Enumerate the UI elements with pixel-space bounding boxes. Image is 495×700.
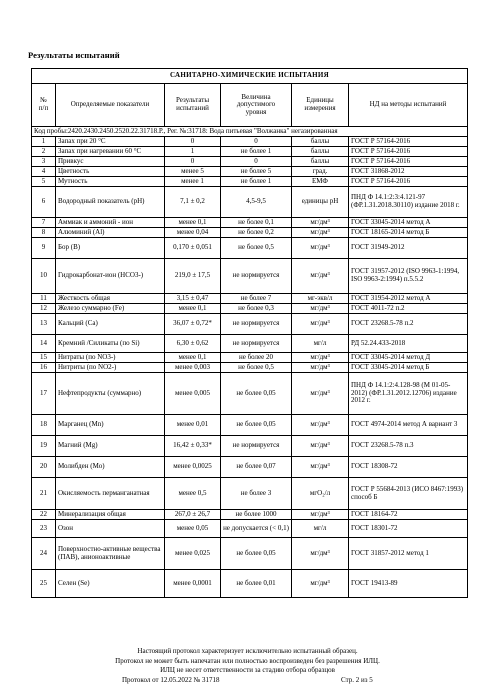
result-cell: 267,0 ± 26,7 bbox=[165, 510, 221, 520]
unit-cell: мг/дм³ bbox=[292, 314, 349, 335]
norm-cell: не нормируется bbox=[221, 314, 292, 335]
row-number-cell: 9 bbox=[32, 238, 56, 259]
norm-cell: не более 0,01 bbox=[221, 570, 292, 598]
table-row bbox=[32, 167, 468, 177]
norm-cell: не более 0,3 bbox=[221, 304, 292, 314]
table-row bbox=[32, 147, 468, 157]
result-cell: 1 bbox=[165, 147, 221, 157]
table-row bbox=[32, 510, 468, 520]
norm-cell: не более 3 bbox=[221, 478, 292, 510]
indicator-cell: Окисляемость перманганатная bbox=[56, 478, 165, 510]
unit-cell: ЕМФ bbox=[292, 177, 349, 187]
indicator-cell: Марганец (Mn) bbox=[56, 415, 165, 436]
indicator-cell: Запах при нагревании 60 °С bbox=[56, 147, 165, 157]
unit-cell: мг/дм³ bbox=[292, 570, 349, 598]
indicator-cell: Минерализация общая bbox=[56, 510, 165, 520]
result-cell: менее 1 bbox=[165, 177, 221, 187]
indicator-cell: Водородный показатель (pH) bbox=[56, 187, 165, 218]
table-row bbox=[32, 137, 468, 147]
results-table bbox=[31, 68, 468, 598]
column-header-norm: Величина допустимого уровня bbox=[221, 84, 292, 127]
norm-cell: 0 bbox=[221, 137, 292, 147]
unit-cell: баллы bbox=[292, 147, 349, 157]
indicator-cell: Запах при 20 °С bbox=[56, 137, 165, 147]
unit-cell: град. bbox=[292, 167, 349, 177]
method-cell: ГОСТ Р 57164-2016 bbox=[349, 137, 468, 147]
unit-cell: единицы pH bbox=[292, 187, 349, 218]
table-row bbox=[32, 294, 468, 304]
table-row bbox=[32, 218, 468, 228]
method-cell: ПНД Ф 14.1:2:4.128-98 (М 01-05-2012) (ФР.1.31.2012.12706) издание 2012 г. bbox=[349, 373, 468, 415]
indicator-cell: Кальций (Ca) bbox=[56, 314, 165, 335]
column-header-method: НД на методы испытаний bbox=[349, 84, 468, 127]
method-cell: ГОСТ 18165-2014 метод Б bbox=[349, 228, 468, 238]
result-cell: 0,170 ± 0,051 bbox=[165, 238, 221, 259]
row-number-cell: 18 bbox=[32, 415, 56, 436]
row-number-cell: 19 bbox=[32, 436, 56, 457]
column-header-result: Результаты испытаний bbox=[165, 84, 221, 127]
row-number-cell: 12 bbox=[32, 304, 56, 314]
method-cell: ГОСТ 18308-72 bbox=[349, 457, 468, 478]
result-cell: 0 bbox=[165, 157, 221, 167]
table-banner: САНИТАРНО-ХИМИЧЕСКИЕ ИСПЫТАНИЯ bbox=[32, 69, 468, 84]
unit-cell: мг/дм³ bbox=[292, 259, 349, 294]
row-number-cell: 10 bbox=[32, 259, 56, 294]
unit-cell: мг/дм³ bbox=[292, 353, 349, 363]
row-number-cell: 24 bbox=[32, 538, 56, 570]
table-row bbox=[32, 157, 468, 167]
footer-line-2: Протокол не может быть напечатан или полностью воспроизведен без разрешения ИЛЦ. bbox=[115, 656, 380, 665]
unit-cell: баллы bbox=[292, 157, 349, 167]
indicator-cell: Нитраты (по NO3-) bbox=[56, 353, 165, 363]
table-row bbox=[32, 373, 468, 415]
norm-cell: не более 0,5 bbox=[221, 363, 292, 373]
norm-cell: не более 0,05 bbox=[221, 373, 292, 415]
table-row bbox=[32, 238, 468, 259]
row-number-cell: 21 bbox=[32, 478, 56, 510]
column-header-number: № п/п bbox=[32, 84, 56, 127]
table-row bbox=[32, 520, 468, 538]
indicator-cell: Железо суммарно (Fe) bbox=[56, 304, 165, 314]
result-cell: менее 0,05 bbox=[165, 520, 221, 538]
table-row bbox=[32, 228, 468, 238]
table-row bbox=[32, 177, 468, 187]
table-row bbox=[32, 259, 468, 294]
norm-cell: не более 7 bbox=[221, 294, 292, 304]
table-header-row bbox=[32, 84, 468, 127]
unit-cell: мг/дм³ bbox=[292, 538, 349, 570]
row-number-cell: 2 bbox=[32, 147, 56, 157]
indicator-cell: Гидрокарбонат-ион (HCO3-) bbox=[56, 259, 165, 294]
method-cell: РД 52.24.433-2018 bbox=[349, 335, 468, 353]
result-cell: менее 0,1 bbox=[165, 218, 221, 228]
indicator-cell: Привкус bbox=[56, 157, 165, 167]
sample-code-row bbox=[32, 127, 468, 137]
indicator-cell: Магний (Mg) bbox=[56, 436, 165, 457]
result-cell: 36,07 ± 0,72* bbox=[165, 314, 221, 335]
unit-cell: мг/дм³ bbox=[292, 238, 349, 259]
method-cell: ГОСТ Р 57164-2016 bbox=[349, 147, 468, 157]
method-cell: ГОСТ 31868-2012 bbox=[349, 167, 468, 177]
method-cell: ГОСТ 18301-72 bbox=[349, 520, 468, 538]
unit-cell: мг/дм³ bbox=[292, 510, 349, 520]
result-cell: 7,1 ± 0,2 bbox=[165, 187, 221, 218]
result-cell: 3,15 ± 0,47 bbox=[165, 294, 221, 304]
unit-cell: мг/дм³ bbox=[292, 436, 349, 457]
row-number-cell: 20 bbox=[32, 457, 56, 478]
sample-code: Код пробы:2420.2430.2450.2520.22.31718.Р., Рег. №:31718: Вода питьевая "Волжанка" негазированная bbox=[32, 127, 468, 137]
unit-cell: мг/дм³ bbox=[292, 363, 349, 373]
table-row bbox=[32, 335, 468, 353]
row-number-cell: 14 bbox=[32, 335, 56, 353]
row-number-cell: 5 bbox=[32, 177, 56, 187]
result-cell: менее 0,1 bbox=[165, 353, 221, 363]
result-cell: 219,0 ± 17,5 bbox=[165, 259, 221, 294]
row-number-cell: 22 bbox=[32, 510, 56, 520]
method-cell: ГОСТ 31954-2012 метод А bbox=[349, 294, 468, 304]
result-cell: менее 0,5 bbox=[165, 478, 221, 510]
method-cell: ГОСТ 18164-72 bbox=[349, 510, 468, 520]
method-cell: ГОСТ 31857-2012 метод 1 bbox=[349, 538, 468, 570]
method-cell: ГОСТ Р 55684-2013 (ИСО 8467:1993) способ Б bbox=[349, 478, 468, 510]
unit-cell: мг/дм³ bbox=[292, 457, 349, 478]
result-cell: менее 0,025 bbox=[165, 538, 221, 570]
table-row bbox=[32, 457, 468, 478]
unit-cell: мг-экв/л bbox=[292, 294, 349, 304]
unit-cell: мг/дм³ bbox=[292, 218, 349, 228]
protocol-number: Протокол от 12.05.2022 № 31718 bbox=[122, 675, 220, 684]
unit-cell: баллы bbox=[292, 137, 349, 147]
row-number-cell: 23 bbox=[32, 520, 56, 538]
norm-cell: не более 0,1 bbox=[221, 218, 292, 228]
method-cell: ГОСТ 23268.5-78 п.3 bbox=[349, 436, 468, 457]
norm-cell: не более 1 bbox=[221, 177, 292, 187]
row-number-cell: 4 bbox=[32, 167, 56, 177]
table-row bbox=[32, 570, 468, 598]
norm-cell: не более 0,05 bbox=[221, 538, 292, 570]
norm-cell: не более 0,05 bbox=[221, 415, 292, 436]
table-row bbox=[32, 415, 468, 436]
norm-cell: не более 0,07 bbox=[221, 457, 292, 478]
row-number-cell: 11 bbox=[32, 294, 56, 304]
unit-cell: мг/дм³ bbox=[292, 373, 349, 415]
unit-cell: мг/дм³ bbox=[292, 228, 349, 238]
norm-cell: не более 0,5 bbox=[221, 238, 292, 259]
table-row bbox=[32, 538, 468, 570]
norm-cell: не более 20 bbox=[221, 353, 292, 363]
table-row bbox=[32, 187, 468, 218]
row-number-cell: 13 bbox=[32, 314, 56, 335]
indicator-cell: Мутность bbox=[56, 177, 165, 187]
norm-cell: 0 bbox=[221, 157, 292, 167]
method-cell: ГОСТ 31949-2012 bbox=[349, 238, 468, 259]
norm-cell: 4,5-9,5 bbox=[221, 187, 292, 218]
row-number-cell: 6 bbox=[32, 187, 56, 218]
indicator-cell: Бор (B) bbox=[56, 238, 165, 259]
unit-cell: мг/л bbox=[292, 520, 349, 538]
result-cell: менее 0,0025 bbox=[165, 457, 221, 478]
norm-cell: не более 1 bbox=[221, 147, 292, 157]
table-row bbox=[32, 363, 468, 373]
result-cell: менее 0,04 bbox=[165, 228, 221, 238]
method-cell: ГОСТ 4974-2014 метод А вариант 3 bbox=[349, 415, 468, 436]
indicator-cell: Поверхностно-активные вещества (ПАВ), анионоактивные bbox=[56, 538, 165, 570]
column-header-unit: Единицы измерения bbox=[292, 84, 349, 127]
result-cell: менее 5 bbox=[165, 167, 221, 177]
unit-cell: мгО₂/л bbox=[292, 478, 349, 510]
result-cell: менее 0,0001 bbox=[165, 570, 221, 598]
indicator-cell: Молибден (Mo) bbox=[56, 457, 165, 478]
method-cell: ГОСТ Р 57164-2016 bbox=[349, 177, 468, 187]
method-cell: ГОСТ 19413-89 bbox=[349, 570, 468, 598]
row-number-cell: 15 bbox=[32, 353, 56, 363]
norm-cell: не более 1000 bbox=[221, 510, 292, 520]
row-number-cell: 1 bbox=[32, 137, 56, 147]
result-cell: менее 0,1 bbox=[165, 304, 221, 314]
method-cell: ПНД Ф 14.1:2:3:4.121-97 (ФР.1.31.2018.30110) издание 2018 г. bbox=[349, 187, 468, 218]
result-cell: менее 0,005 bbox=[165, 373, 221, 415]
method-cell: ГОСТ 33045-2014 метод Б bbox=[349, 363, 468, 373]
table-row bbox=[32, 304, 468, 314]
page-number: Стр. 2 из 5 bbox=[341, 675, 373, 684]
norm-cell: не нормируется bbox=[221, 259, 292, 294]
table-row bbox=[32, 353, 468, 363]
indicator-cell: Озон bbox=[56, 520, 165, 538]
indicator-cell: Нитриты (по NO2-) bbox=[56, 363, 165, 373]
result-cell: 6,30 ± 0,62 bbox=[165, 335, 221, 353]
table-row bbox=[32, 436, 468, 457]
indicator-cell: Нефтепродукты (суммарно) bbox=[56, 373, 165, 415]
indicator-cell: Жесткость общая bbox=[56, 294, 165, 304]
table-row bbox=[32, 478, 468, 510]
unit-cell: мг/дм³ bbox=[292, 415, 349, 436]
norm-cell: не более 5 bbox=[221, 167, 292, 177]
indicator-cell: Цветность bbox=[56, 167, 165, 177]
method-cell: ГОСТ 31957-2012 (ISO 9963-1:1994, ISO 9963-2:1994) п.5.5.2 bbox=[349, 259, 468, 294]
row-number-cell: 7 bbox=[32, 218, 56, 228]
result-cell: менее 0,003 bbox=[165, 363, 221, 373]
footer-line-3: ИЛЦ не несет ответственности за стадию отбора образцов bbox=[160, 666, 335, 674]
unit-cell: мг/дм³ bbox=[292, 304, 349, 314]
method-cell: ГОСТ 4011-72 п.2 bbox=[349, 304, 468, 314]
method-cell: ГОСТ 23268.5-78 п.2 bbox=[349, 314, 468, 335]
norm-cell: не более 0,2 bbox=[221, 228, 292, 238]
table-banner-row bbox=[32, 69, 468, 84]
norm-cell: не нормируется bbox=[221, 335, 292, 353]
unit-cell: мг/л bbox=[292, 335, 349, 353]
result-cell: 0 bbox=[165, 137, 221, 147]
norm-cell: не нормируется bbox=[221, 436, 292, 457]
footer-line-1: Настоящий протокол характеризует исключительно испытанный образец. bbox=[137, 647, 358, 655]
indicator-cell: Алюминий (Al) bbox=[56, 228, 165, 238]
result-cell: 16,42 ± 0,33* bbox=[165, 436, 221, 457]
row-number-cell: 17 bbox=[32, 373, 56, 415]
column-header-indicator: Определяемые показатели bbox=[56, 84, 165, 127]
method-cell: ГОСТ 33045-2014 метод Д bbox=[349, 353, 468, 363]
indicator-cell: Селен (Se) bbox=[56, 570, 165, 598]
row-number-cell: 3 bbox=[32, 157, 56, 167]
page-heading: Результаты испытаний bbox=[28, 50, 120, 60]
row-number-cell: 16 bbox=[32, 363, 56, 373]
table-row bbox=[32, 314, 468, 335]
indicator-cell: Аммиак и аммоний - ион bbox=[56, 218, 165, 228]
result-cell: менее 0,01 bbox=[165, 415, 221, 436]
row-number-cell: 25 bbox=[32, 570, 56, 598]
norm-cell: не допускается (< 0,1) bbox=[221, 520, 292, 538]
method-cell: ГОСТ Р 57164-2016 bbox=[349, 157, 468, 167]
row-number-cell: 8 bbox=[32, 228, 56, 238]
method-cell: ГОСТ 33045-2014 метод А bbox=[349, 218, 468, 228]
indicator-cell: Кремний /Силикаты (по Si) bbox=[56, 335, 165, 353]
